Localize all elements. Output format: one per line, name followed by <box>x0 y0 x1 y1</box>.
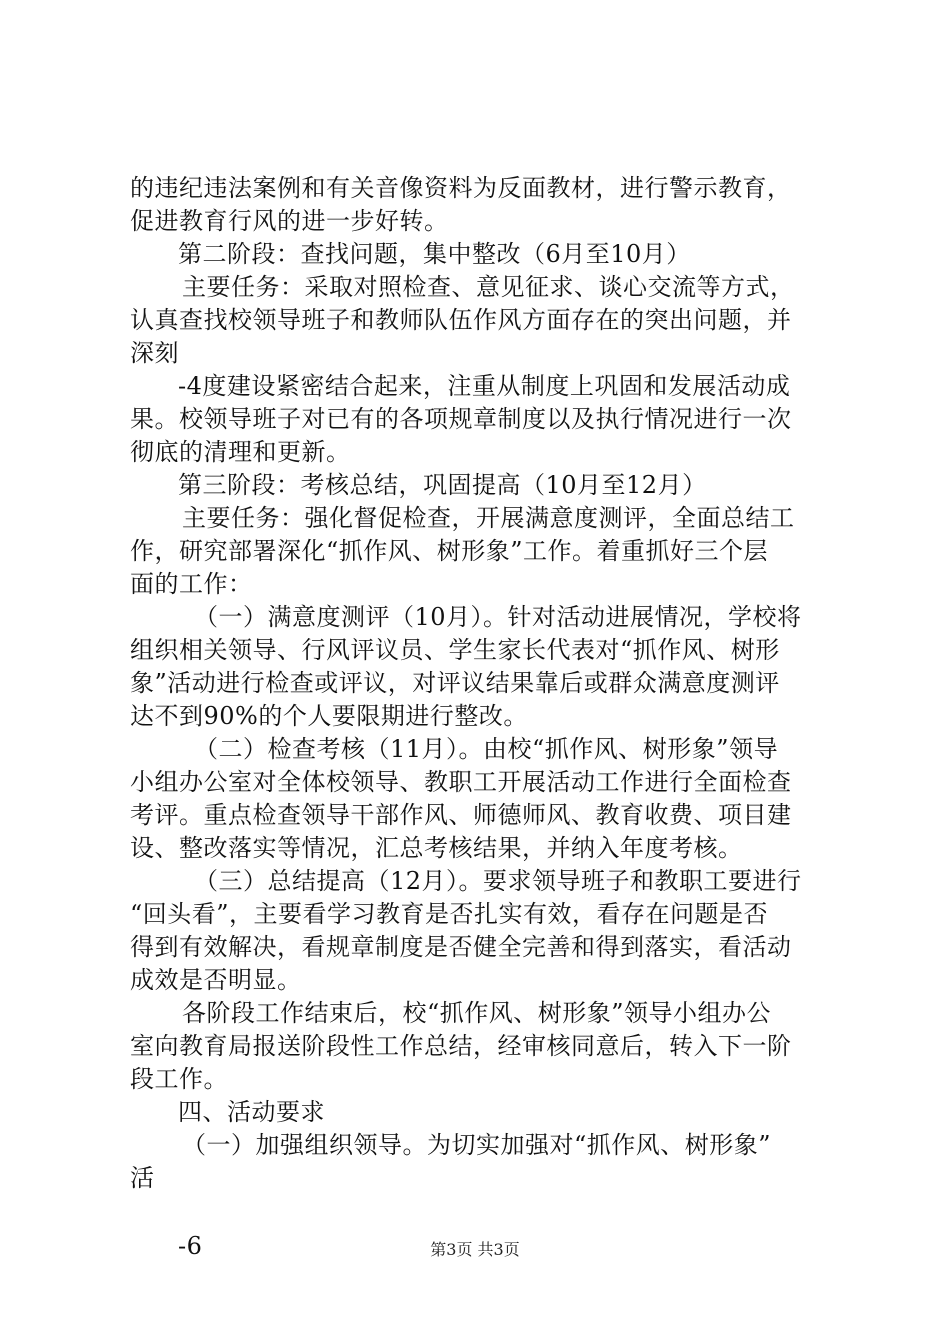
text-line: 得到有效解决，看规章制度是否健全完善和得到落实，看活动 <box>130 933 792 961</box>
text-line: 设、整改落实等情况，汇总考核结果，并纳入年度考核。 <box>130 834 743 862</box>
text-line: “回头看”，主要看学习教育是否扎实有效，看存在问题是否 <box>130 900 769 928</box>
text-line: 四、活动要求 <box>178 1098 325 1126</box>
text-line: 面的工作： <box>130 570 253 598</box>
text-line: 认真查找校领导班子和教师队伍作风方面存在的突出问题，并 <box>130 306 792 334</box>
text-line: 成效是否明显。 <box>130 966 302 994</box>
text-line: 果。校领导班子对已有的各项规章制度以及执行情况进行一次 <box>130 405 792 433</box>
text-line: 室向教育局报送阶段性工作总结，经审核同意后，转入下一阶 <box>130 1032 792 1060</box>
text-line: 作，研究部署深化“抓作风、树形象”工作。着重抓好三个层 <box>130 537 769 565</box>
text-line: （三）总结提高（12月）。要求领导班子和教职工要进行 <box>194 867 802 895</box>
text-line: 深刻 <box>130 339 179 367</box>
text-line: -4度建设紧密结合起来，注重从制度上巩固和发展活动成 <box>178 372 791 400</box>
text-line: （一）加强组织领导。为切实加强对“抓作风、树形象” <box>182 1131 772 1159</box>
text-line: 主要任务：采取对照检查、意见征求、谈心交流等方式， <box>182 273 795 301</box>
page-footer: 第3页 共3页 <box>430 1240 520 1259</box>
text-line: 第二阶段：查找问题，集中整改（6月至10月） <box>178 240 691 268</box>
text-line: 彻底的清理和更新。 <box>130 438 351 466</box>
text-line: 组织相关领导、行风评议员、学生家长代表对“抓作风、树形 <box>130 636 780 664</box>
text-line: （二）检查考核（11月）。由校“抓作风、树形象”领导 <box>194 735 779 763</box>
document-body <box>130 172 830 1263</box>
text-line: 各阶段工作结束后，校“抓作风、树形象”领导小组办公 <box>182 999 772 1027</box>
text-line: 主要任务：强化督促检查，开展满意度测评，全面总结工 <box>182 504 795 532</box>
text-line: 活 <box>130 1164 155 1192</box>
text-line: 促进教育行风的进一步好转。 <box>130 207 449 235</box>
text-line: 的违纪违法案例和有关音像资料为反面教材，进行警示教育， <box>130 174 792 202</box>
text-line: （一）满意度测评（10月）。针对活动进展情况，学校将 <box>194 603 802 631</box>
text-line: 段工作。 <box>130 1065 228 1093</box>
page-marker: -6 <box>178 1232 203 1260</box>
text-line: 考评。重点检查领导干部作风、师德师风、教育收费、项目建 <box>130 801 792 829</box>
text-line: 象”活动进行检查或评议，对评议结果靠后或群众满意度测评 <box>130 669 780 697</box>
paragraph-gap <box>130 1195 830 1230</box>
text-line: 第三阶段：考核总结，巩固提高（10月至12月） <box>178 471 707 499</box>
text-line: 小组办公室对全体校领导、教职工开展活动工作进行全面检查 <box>130 768 792 796</box>
text-line: 达不到90%的个人要限期进行整改。 <box>130 702 528 730</box>
